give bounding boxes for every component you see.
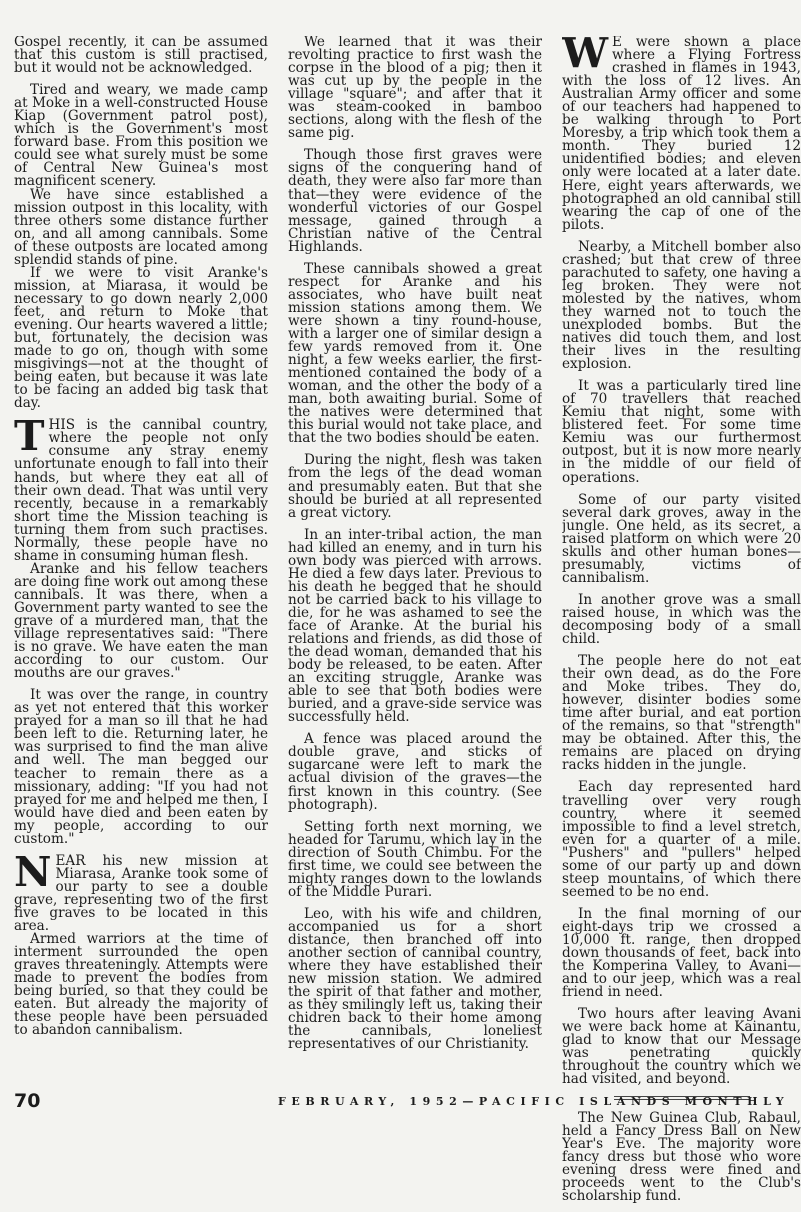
drop-cap: W [562, 36, 609, 77]
article-paragraph [14, 689, 268, 846]
article-paragraph [14, 412, 268, 564]
article-paragraph [14, 560, 268, 682]
paragraph-text: Tired and weary, we made camp at Moke in a well-constructed House Kiap (Government patrol post), which is the Government's most forward base. From this position we could see what surely must be some of Central New Guinea's most magnificent scenery. [14, 82, 268, 190]
paragraph-text: Setting forth next morning, we headed for Tarumu, which lay in the direction of South Chimbu. For the first time, we could see between the mighty ranges down to the lowlands of the Middle Purari. [288, 818, 542, 900]
page-number: 70 [14, 1090, 41, 1112]
paragraph-text: Two hours after leaving Avani we were back home at Kainantu, glad to know that our Message was penetrating quickly throughout the country which we had visited, and beyond. [562, 1006, 801, 1088]
article-paragraph [562, 655, 801, 772]
paragraph-text: Each day represented hard travelling over very rough country, where it seemed impossible to find a level stretch, even for a quarter of a mile. "Pushers" and "pullers" helped some of our party up and down steep mountains, of which there seemed to be no end. [562, 779, 801, 900]
article-paragraph [562, 380, 801, 484]
article-paragraph [562, 905, 801, 1001]
article-paragraph [14, 933, 268, 1037]
paragraph-text: In the final morning of our eight-days trip we crossed a 10,000 ft. range, then dropped down thousands of feet, back into the Komperina Valley, to Avani—and to our jeep, which was a real friend in need. [562, 905, 801, 1001]
article-paragraph [562, 591, 801, 648]
paragraph-text: During the night, flesh was taken from the legs of the dead woman and presumably eaten. But that she should be buried at all represented a great victory. [288, 452, 542, 521]
drop-cap: T [14, 412, 45, 461]
drop-cap: N [14, 847, 52, 896]
article-paragraph [562, 491, 801, 586]
paragraph-text: A fence was placed around the double grave, and sticks of sugarcane were left to mark the actual division of the graves—the first known in this country. (See photograph). [288, 731, 542, 813]
paragraph-text: The people here do not eat their own dead, as do the Fore and Moke tribes. They do, however, disinter bodies some time after burial, and eat portion of the remains, so that "strength" may be obtained. After this, the remains are placed on drying racks hidden in the jungle. [562, 653, 801, 774]
paragraph-text: Aranke and his fellow teachers are doing fine work out among these cannibals. It was there, when a Government party wanted to see the grave of a murdered man, that the village representatives said: "There is no grave. We have eaten the man according to our custom. Our mouths are our graves." [14, 560, 268, 682]
paragraph-text: It was over the range, in country as yet not entered that this worker prayed for a man so ill that he had been left to die. Returning later, he was surprised to find the man alive and well. The man begged our teacher to remain there as a missionary, adding: "If you had not prayed for me and helped me then, I would have died and been eaten by my people, according to our custom." [14, 687, 268, 847]
paragraph-text: Armed warriors at the time of interment surrounded the open graves threateningly. Attempts were made to prevent the bodies from being buried, so that they could be eaten. But already the majority of these people have been persuaded to abandon cannibalism. [14, 931, 268, 1039]
paragraph-text: We have since established a mission outpost in this locality, with three others some distance further on, and all among cannibals. Some of these outposts are located among splendid stands of pine. [14, 186, 268, 268]
paragraph-text: If we were to visit Aranke's mission, at Miarasa, it would be necessary to go down nearly 2,000 feet, and return to Moke that evening. Our hearts wavered a little; but, fortunately, the decision was made to go on, though with some misgivings—not at the thought of being eaten, but because it was late to be facing an added big task that day. [14, 264, 268, 412]
paragraph-text: Leo, with his wife and children, accompanied us for a short distance, then branched off into another section of cannibal country, where they have established their new mission station. We admired the spirit of that father and mother, as they smilingly left us, taking their chidren back to their home among the cannibals, loneliest representatives of our Christianity. [288, 905, 542, 1053]
text-column-1 [14, 36, 268, 1046]
paragraph-text: In another grove was a small raised house, in which was the decomposing body of a small child. [562, 591, 801, 648]
article-paragraph [288, 526, 542, 726]
article-paragraph [14, 84, 268, 188]
paragraph-text: Gospel recently, it can be assumed that this custom is still practised, but it would not be acknowledged. [14, 36, 268, 77]
paragraph-text: E were shown a place where a Flying Fortress crashed in flames in 1943, with the loss of 12 lives. An Australian Army officer and some of our teachers had happened to be walking through to Port Moresby, a trip which took them a month. They buried 12 unidentified bodies; and eleven only were located at a later date. Here, eight years afterwards, we photographed an old cannibal still wearing the cap of one of the pilots. [562, 36, 801, 233]
paragraph-text: In an inter-tribal action, the man had killed an enemy, and in turn his own body was pierced with arrows. He died a few days later. Previous to his death he begged that he should not be carried back to his village to die, for he was ashamed to see the face of Aranke. At the burial his relations and friends, as did those of the dead woman, demanded that his body be released, to be eaten. After an exciting struggle, Aranke was able to see that both bodies were buried, and a grave-side service was successfully held. [288, 526, 542, 726]
article-paragraph [288, 260, 542, 447]
text-column-2 [288, 36, 542, 1060]
article-paragraph [288, 818, 542, 900]
article-paragraph [14, 847, 268, 935]
article-paragraph [14, 264, 268, 412]
article-paragraph [562, 781, 801, 898]
paragraph-text: EAR his new mission at Miarasa, Aranke took some of our party to see a double grave, representing two of the first five graves to be located in this area. [14, 852, 268, 935]
paragraph-text: The New Guinea Club, Rabaul, held a Fancy Dress Ball on New Year's Eve. The majority wore fancy dress but those who wore evening dress were fined and proceeds went to the Club's scholarship fund. [562, 1109, 801, 1204]
paragraph-text: We learned that it was their revolting practice to first wash the corpse in the blood of a pig; then it was cut up by the people in the village "square"; and after that it was steam-cooked in bamboo sections, along with the flesh of the same pig. [288, 36, 542, 142]
article-paragraph [288, 733, 542, 811]
paragraph-text: Some of our party visited several dark groves, away in the jungle. One held, as its secret, a raised platform on which were 20 skulls and other human bones—presumably, victims of cannibalism. [562, 491, 801, 586]
article-paragraph [562, 238, 801, 373]
article-paragraph [562, 1109, 801, 1204]
article-paragraph [288, 149, 542, 253]
paragraph-text: These cannibals showed a great respect for Aranke and his associates, who have built neat mission stations among them. We were shown a tiny round-house, with a larger one of similar design a few yards removed from it. One night, a few weeks earlier, the first-mentioned contained the body of a woman, and the other the body of a man, both awaiting burial. Some of the natives were determined that this burial would not take place, and that the two bodies should be eaten. [288, 260, 542, 447]
article-paragraph [288, 905, 542, 1053]
paragraph-text: Though those first graves were signs of the conquering hand of death, they were also far more than that—they were evidence of the wonderful victories of our Gospel message, gained through a Christian native of the Central Highlands. [288, 147, 542, 255]
page-footer [0, 1090, 801, 1114]
text-column-3 [562, 36, 801, 1212]
article-paragraph [14, 186, 268, 268]
paragraph-text: HIS is the cannibal country, where the people not only consume any stray enemy unfortunate enough to fall into their hands, but where they eat all of their own dead. That was until very recently, because in a remarkably short time the Mission teaching is turning them from such practises. Normally, these people have no shame in consuming human flesh. [14, 417, 268, 564]
article-paragraph [562, 36, 801, 232]
article-paragraph [288, 36, 542, 140]
paragraph-text: It was a particularly tired line of 70 travellers that reached Kemiu that night, some with blistered feet. For some time Kemiu was our furthermost outpost, but it is now more nearly in the middle of our field of operations. [562, 378, 801, 486]
article-paragraph [562, 1008, 801, 1086]
article-paragraph [14, 36, 268, 75]
running-footer-title: FEBRUARY, 1952—PACIFIC ISLANDS MONTHLY [278, 1095, 790, 1108]
article-paragraph [288, 454, 542, 519]
paragraph-text: Nearby, a Mitchell bomber also crashed; but that crew of three parachuted to safety, one having a leg broken. They were not molested by the natives, whom they warned not to touch the unexploded bombs. But the natives did touch them, and lost their lives in the resulting explosion. [562, 238, 801, 373]
